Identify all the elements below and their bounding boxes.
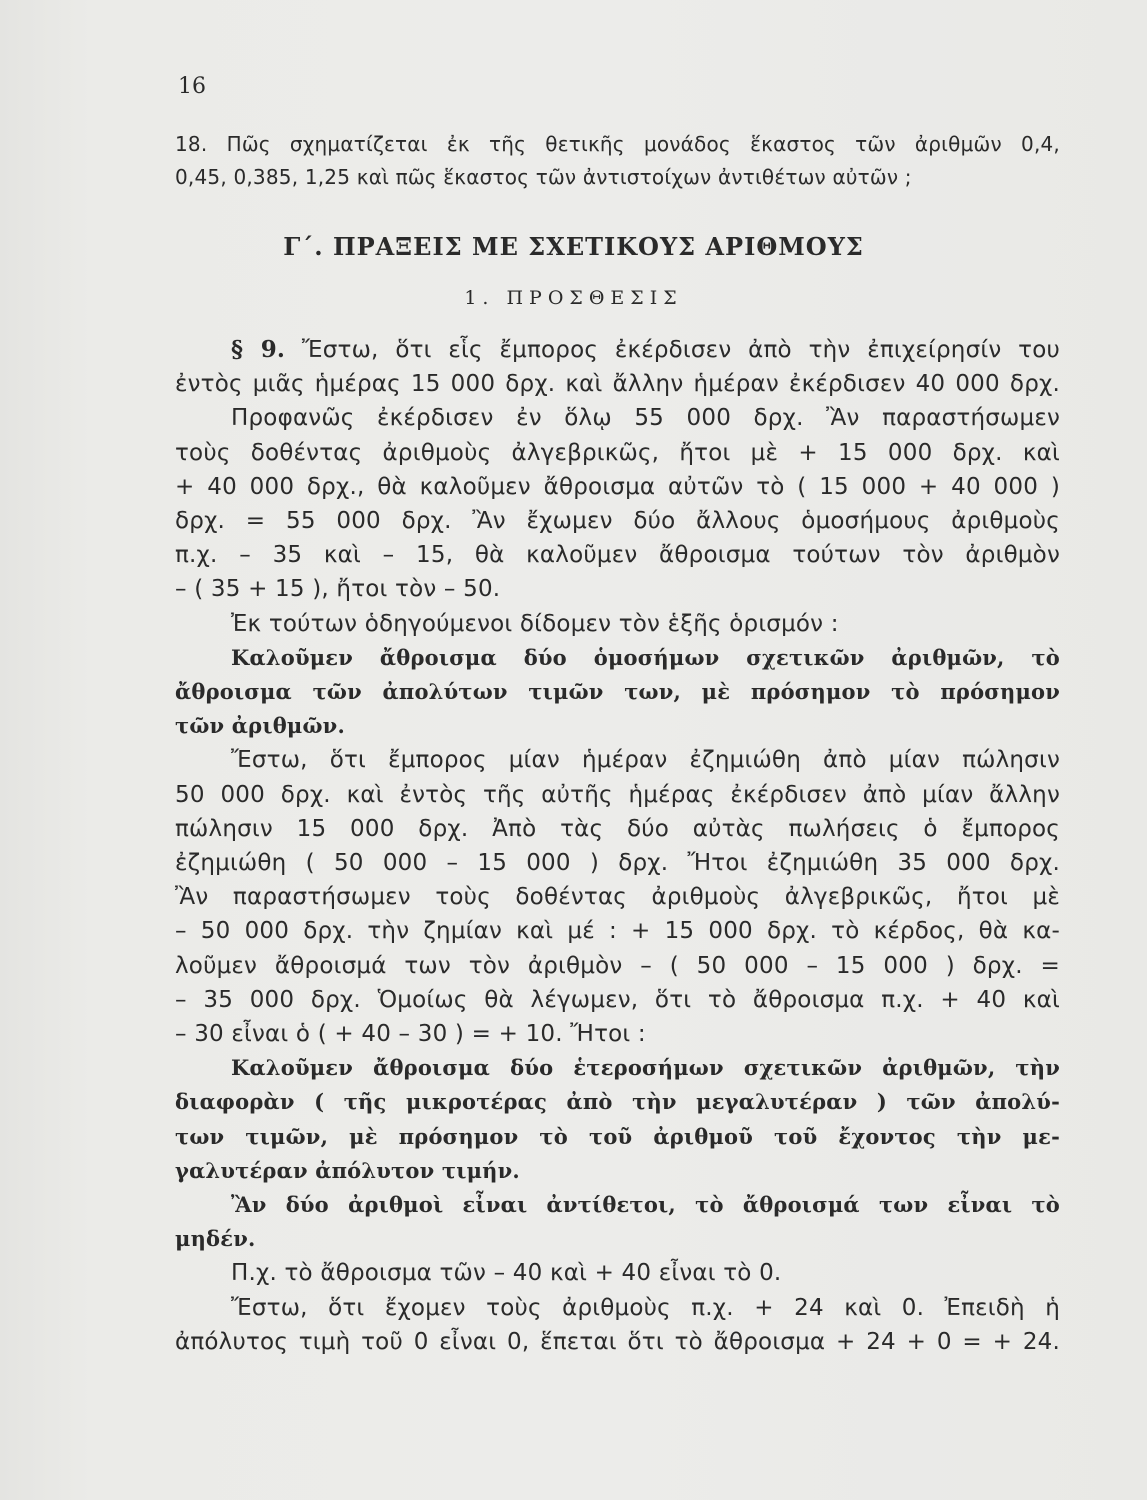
definition-line: Ἂν δύο ἀριθμοὶ εἶναι ἀντίθετοι, τὸ ἄθροισμά των εἶναι τὸ	[231, 1192, 1060, 1218]
text-line: – ( 35 + 15 ), ἤτοι τὸν – 50.	[175, 576, 501, 603]
exercise-18	[175, 128, 1060, 194]
text-line: ἐντὸς μιᾶς ἡμέρας 15 000 δρχ. καὶ ἄλλην ἡμέραν ἐκέρδισεν 40 000 δρχ.	[175, 371, 1060, 398]
text-line: + 40 000 δρχ., θὰ καλοῦμεν ἄθροισμα αὐτῶν τὸ ( 15 000 + 40 000 )	[175, 473, 1060, 500]
exercise-line: 0,45, 0,385, 1,25 καὶ πῶς ἕκαστος τῶν ἀντιστοίχων ἀντιθέτων αὐτῶν ;	[175, 165, 912, 189]
text-line: Ἔστω, ὅτι ἔχομεν τοὺς ἀριθμοὺς π.χ. + 24 καὶ 0. Ἐπειδὴ ἡ	[231, 1294, 1060, 1321]
text-line: Προφανῶς ἐκέρδισεν ἐν ὅλῳ 55 000 δρχ. Ἂν παραστήσωμεν	[231, 405, 1060, 432]
text-line: Ἐκ τούτων ὁδηγούμενοι δίδομεν τὸν ἑξῆς ὁρισμόν :	[231, 610, 839, 637]
definition-line: των τιμῶν, μὲ πρόσημον τὸ τοῦ ἀριθμοῦ τοῦ ἔχοντος τὴν με-	[175, 1123, 1060, 1149]
definition-line: τῶν ἀριθμῶν.	[175, 713, 345, 739]
body-text	[175, 333, 1060, 1359]
text-line: ἐζημιώθη ( 50 000 – 15 000 ) δρχ. Ἤτοι ἐζημιώθη 35 000 δρχ.	[175, 850, 1060, 877]
text-line: – 35 000 δρχ. Ὁμοίως θὰ λέγωμεν, ὅτι τὸ ἄθροισμα π.χ. + 40 καὶ	[175, 986, 1060, 1013]
text-line: π.χ. – 35 καὶ – 15, θὰ καλοῦμεν ἄθροισμα τούτων τὸν ἀριθμὸν	[175, 542, 1060, 569]
text-line: λοῦμεν ἄθροισμά των τὸν ἀριθμὸν – ( 50 000 – 15 000 ) δρχ. =	[175, 952, 1060, 979]
text-line: 50 000 δρχ. καὶ ἐντὸς τῆς αὐτῆς ἡμέρας ἐκέρδισεν ἀπὸ μίαν ἄλλην	[175, 781, 1060, 808]
text-line: – 30 εἶναι ὁ ( + 40 – 30 ) = + 10. Ἤτοι :	[175, 1021, 646, 1048]
text-line: § 9. Ἔστω, ὅτι εἷς ἔμπορος ἐκέρδισεν ἀπὸ τὴν ἐπιχείρησίν του	[231, 336, 1060, 363]
text-line: Ἔστω, ὅτι ἔμπορος μίαν ἡμέραν ἐζημιώθη ἀπὸ μίαν πώλησιν	[231, 747, 1060, 774]
definition-line: γαλυτέραν ἀπόλυτον τιμήν.	[175, 1157, 520, 1183]
text-line: πώλησιν 15 000 δρχ. Ἀπὸ τὰς δύο αὐτὰς πωλήσεις ὁ ἔμπορος	[175, 815, 1060, 842]
text-line: – 50 000 δρχ. τὴν ζημίαν καὶ μέ : + 15 000 δρχ. τὸ κέρδος, θὰ κα-	[175, 918, 1060, 945]
definition-line: Καλοῦμεν ἄθροισμα δύο ἑτεροσήμων σχετικῶν ἀριθμῶν, τὴν	[231, 1055, 1060, 1081]
definition-line: μηδέν.	[175, 1226, 256, 1252]
section-mark: § 9.	[231, 336, 286, 363]
exercise-line: 18. Πῶς σχηματίζεται ἐκ τῆς θετικῆς μονάδος ἕκαστος τῶν ἀριθμῶν 0,4,	[175, 132, 1060, 156]
chapter-heading: Γ΄. ΠΡΑΞΕΙΣ ΜΕ ΣΧΕΤΙΚΟΥΣ ΑΡΙΘΜΟΥΣ	[283, 232, 864, 261]
definition-line: ἄθροισμα τῶν ἀπολύτων τιμῶν των, μὲ πρόσημον τὸ πρόσημον	[175, 679, 1060, 705]
definition-line: διαφορὰν ( τῆς μικροτέρας ἀπὸ τὴν μεγαλυτέραν ) τῶν ἀπολύ-	[175, 1089, 1060, 1115]
text-line: Ἂν παραστήσωμεν τοὺς δοθέντας ἀριθμοὺς ἀλγεβρικῶς, ἤτοι μὲ	[175, 884, 1060, 911]
text-line: ἀπόλυτος τιμὴ τοῦ 0 εἶναι 0, ἕπεται ὅτι τὸ ἄθροισμα + 24 + 0 = + 24.	[175, 1328, 1060, 1355]
section-heading: 1. ΠΡΟΣΘΕΣΙΣ	[464, 287, 683, 309]
definition-line: Καλοῦμεν ἄθροισμα δύο ὁμοσήμων σχετικῶν ἀριθμῶν, τὸ	[231, 644, 1060, 670]
text-line: Π.χ. τὸ ἄθροισμα τῶν – 40 καὶ + 40 εἶναι τὸ 0.	[231, 1260, 782, 1287]
text-line: τοὺς δοθέντας ἀριθμοὺς ἀλγεβρικῶς, ἤτοι μὲ + 15 000 δρχ. καὶ	[175, 439, 1060, 466]
text-line: δρχ. = 55 000 δρχ. Ἂν ἔχωμεν δύο ἄλλους ὁμοσήμους ἀριθμοὺς	[175, 508, 1060, 535]
page-number: 16	[178, 74, 206, 99]
